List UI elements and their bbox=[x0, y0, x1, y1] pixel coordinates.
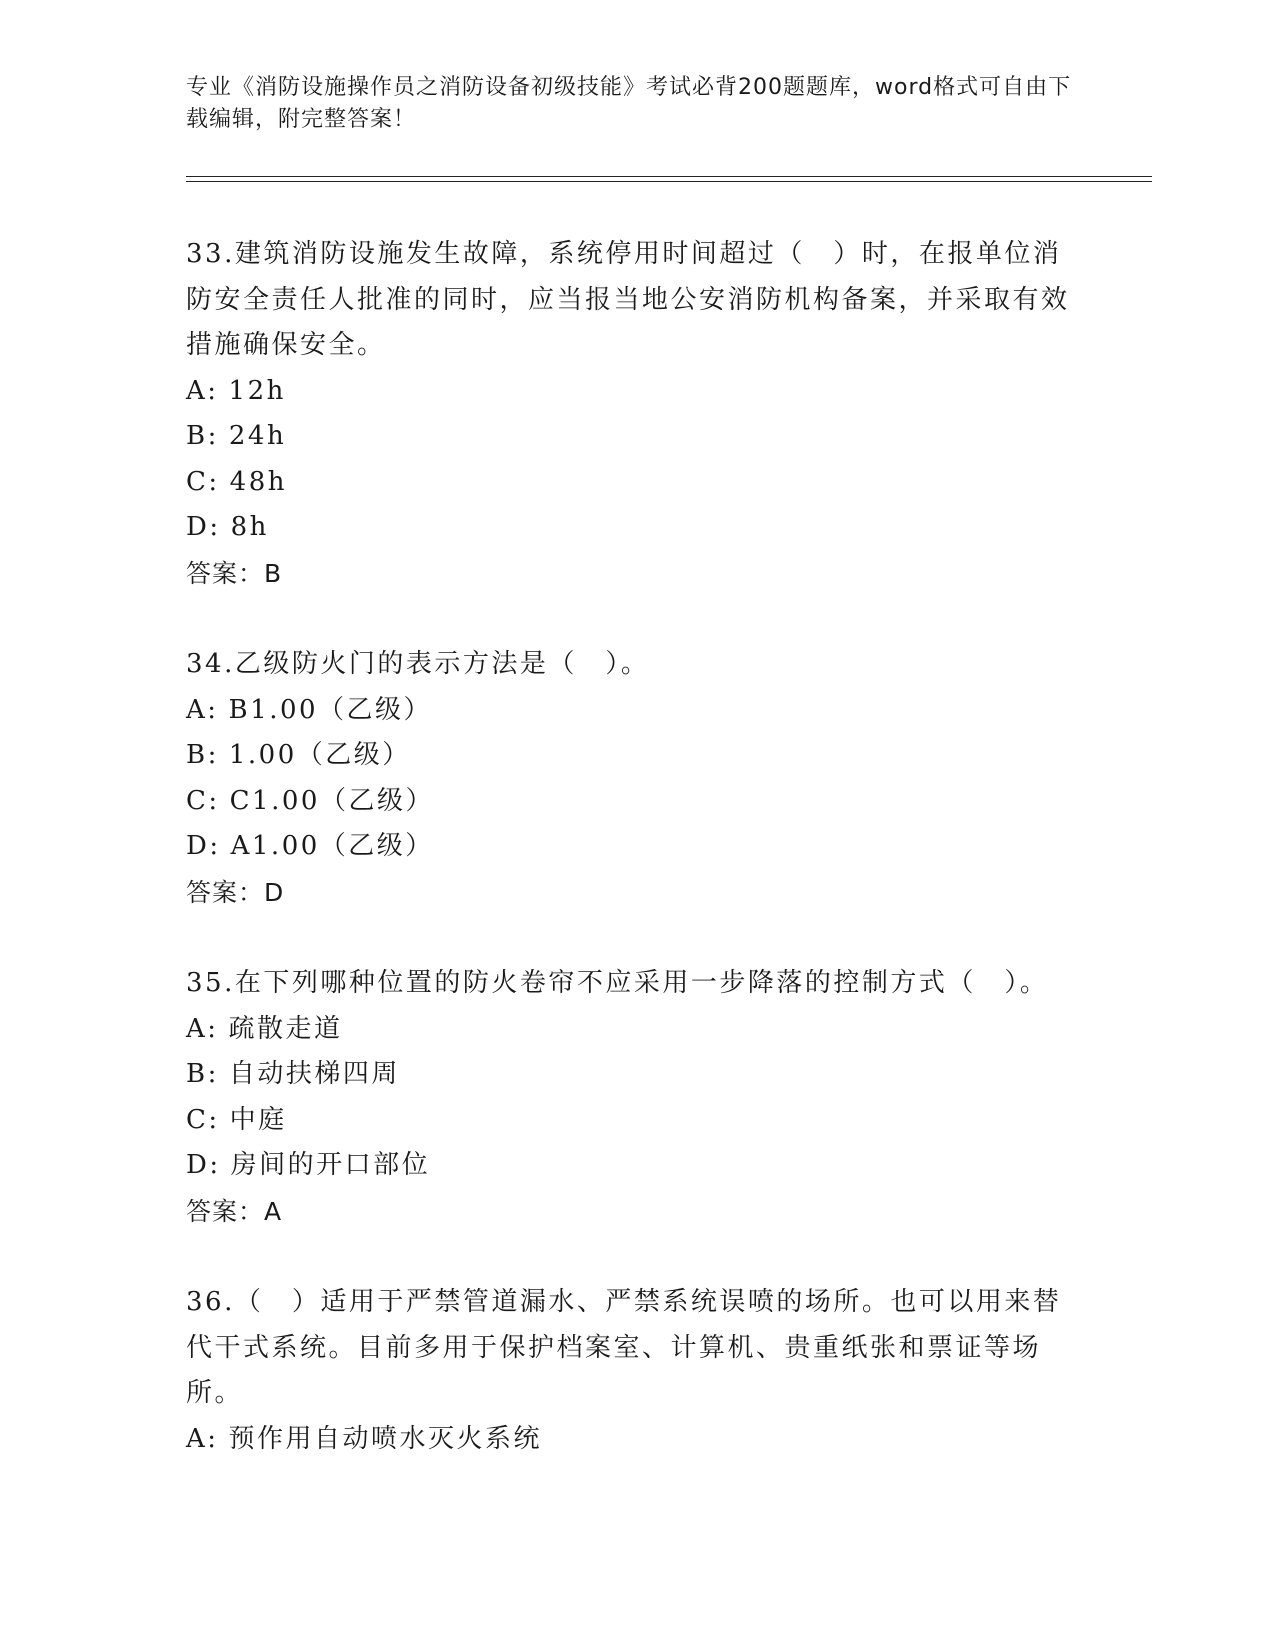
question-stem: 33.建筑消防设施发生故障，系统停用时间超过（ ）时，在报单位消防安全责任人批准的同时，应当报当地公安消防机构备案，并采取有效措施确保安全。 bbox=[186, 239, 1070, 360]
option-c bbox=[186, 1098, 1086, 1144]
option-c bbox=[186, 460, 1086, 506]
option-d bbox=[186, 1143, 1086, 1189]
option-label: A: bbox=[186, 1423, 219, 1454]
option-label: D: bbox=[186, 831, 221, 861]
question-stem: 36.（ ）适用于严禁管道漏水、严禁系统误喷的场所。也可以用来替代干式系统。目前多用于保护档案室、计算机、贵重纸张和票证等场所。 bbox=[186, 1287, 1062, 1408]
option-text: A1.00（乙级） bbox=[230, 831, 434, 861]
option-label: A: bbox=[186, 694, 219, 725]
header-divider-bottom bbox=[186, 181, 1152, 182]
option-a bbox=[186, 1417, 1086, 1463]
option-text: 12h bbox=[228, 375, 286, 406]
option-text: 1.00（乙级） bbox=[228, 740, 411, 770]
header-text: 专业《消防设施操作员之消防设备初级技能》考试必背200题题库，word格式可自由下载编辑，附完整答案！ bbox=[186, 75, 1072, 132]
answer-label: 答案： bbox=[186, 1196, 265, 1226]
option-d bbox=[186, 824, 1086, 870]
option-d bbox=[186, 505, 1086, 551]
answer-line bbox=[186, 551, 1086, 597]
option-text: 房间的开口部位 bbox=[230, 1150, 431, 1180]
option-text: 自动扶梯四周 bbox=[228, 1059, 400, 1089]
option-text: C1.00（乙级） bbox=[229, 785, 434, 816]
option-label: C: bbox=[186, 1104, 220, 1135]
option-text: 24h bbox=[228, 421, 287, 451]
option-text: 疏散走道 bbox=[228, 1013, 343, 1044]
option-c bbox=[186, 779, 1086, 825]
question-stem: 34.乙级防火门的表示方法是（ ）。 bbox=[186, 649, 650, 679]
option-label: C: bbox=[186, 785, 220, 816]
answer-line bbox=[186, 870, 1086, 916]
question-stem: 35.在下列哪种位置的防火卷帘不应采用一步降落的控制方式（ ）。 bbox=[186, 968, 1049, 998]
option-label: B: bbox=[186, 740, 219, 770]
option-label: B: bbox=[186, 1059, 219, 1089]
option-b bbox=[186, 733, 1086, 779]
document-header bbox=[186, 72, 1086, 136]
option-text: 8h bbox=[230, 512, 269, 542]
option-label: A: bbox=[186, 375, 219, 406]
answer-value: A bbox=[264, 1196, 283, 1226]
question-35 bbox=[186, 961, 1086, 1234]
option-label: C: bbox=[186, 466, 220, 497]
question-34 bbox=[186, 642, 1086, 915]
answer-line bbox=[186, 1189, 1086, 1235]
option-label: D: bbox=[186, 1150, 221, 1180]
answer-value: D bbox=[264, 877, 285, 907]
option-label: D: bbox=[186, 512, 221, 542]
option-b bbox=[186, 1052, 1086, 1098]
header-divider-top bbox=[186, 176, 1152, 177]
question-36 bbox=[186, 1280, 1086, 1462]
question-33 bbox=[186, 232, 1086, 596]
option-b bbox=[186, 414, 1086, 460]
option-text: B1.00（乙级） bbox=[228, 694, 433, 725]
answer-value: B bbox=[264, 558, 283, 588]
question-list bbox=[186, 232, 1086, 1508]
option-text: 48h bbox=[229, 466, 287, 497]
option-text: 中庭 bbox=[229, 1104, 287, 1135]
answer-label: 答案： bbox=[186, 558, 265, 588]
option-a bbox=[186, 1007, 1086, 1053]
option-text: 预作用自动喷水灭火系统 bbox=[228, 1423, 543, 1454]
option-label: A: bbox=[186, 1013, 219, 1044]
option-a bbox=[186, 369, 1086, 415]
option-a bbox=[186, 688, 1086, 734]
answer-label: 答案： bbox=[186, 877, 265, 907]
option-label: B: bbox=[186, 421, 219, 451]
